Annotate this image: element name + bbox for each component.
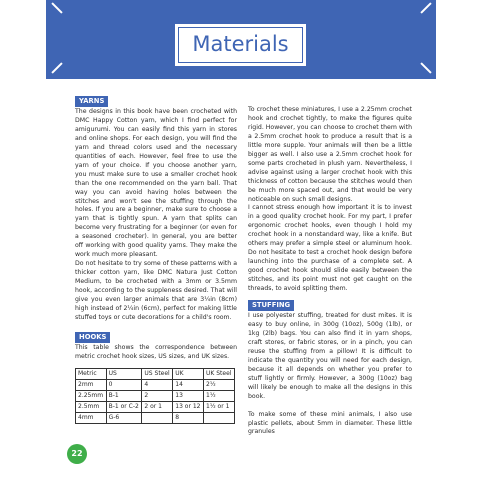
hooks-heading: HOOKS xyxy=(75,332,110,343)
hooks-paragraph: To crochet these miniatures, I use a 2.25mm crochet hook and crochet tightly, to make the figures quite rigid. However, you can choose to crochet them with a 2.5mm crochet hook to produce a result that is a little more supple. Your animals will then be a little bigger as well. I also use a 2.5mm crochet hook for some parts crocheted in plush yarn. Nevertheless, I advise against using a larger crochet hook with this thickness of cotton because the stitches would then be much more spaced out, and that would be very noticeable on such small designs. xyxy=(248,106,412,203)
table-header-cell: Metric xyxy=(76,368,107,379)
hook-size-table xyxy=(75,368,235,424)
table-row xyxy=(76,401,235,412)
stuffing-heading: STUFFING xyxy=(248,300,294,311)
table-header-cell: US Steel xyxy=(142,368,173,379)
table-cell: 4mm xyxy=(76,412,107,423)
table-row xyxy=(76,379,235,390)
yarns-paragraph: The designs in this book have been crocheted with DMC Happy Cotton yarn, which I find perfect for amigurumi. You can easily find this yarn in stores and online shops. For each design, you will find the yarn and thread colors used and the necessary quantities of each. However, feel free to use the yarn of your choice. If you choose another yarn, you must make sure to use a smaller crochet hook than the one recommended on the yarn ball. That way you can avoid having holes between the stitches and won't see the stuffing through the holes. If you are a beginner, make sure to choose a yarn that is tightly spun. A yarn that splits can become very frustrating for a beginner (or even for a seasoned crocheter). In general, you are better off working with good quality yarns. They make the work much more pleasant. xyxy=(75,108,237,259)
table-cell: 1½ or 1 xyxy=(204,401,235,412)
table-cell: B-1 or C-2 xyxy=(106,401,142,412)
table-cell: 0 xyxy=(106,379,142,390)
stuffing-paragraph: To make some of these mini animals, I also use plastic pellets, about 5mm in diameter. These little granules xyxy=(248,410,412,436)
table-header-cell: US xyxy=(106,368,142,379)
table-cell: 1½ xyxy=(204,390,235,401)
table-row xyxy=(76,412,235,423)
table-cell: 4 xyxy=(142,379,173,390)
table-cell xyxy=(204,412,235,423)
page-title: Materials xyxy=(192,32,289,56)
table-cell: 2mm xyxy=(76,379,107,390)
table-header-cell: UK xyxy=(173,368,204,379)
right-column xyxy=(248,106,412,437)
table-cell: 14 xyxy=(173,379,204,390)
page-number-badge: 22 xyxy=(67,444,87,464)
table-cell: 2 xyxy=(142,390,173,401)
left-column xyxy=(75,96,237,424)
table-cell: 2.25mm xyxy=(76,390,107,401)
yarns-paragraph: Do not hesitate to try some of these patterns with a thicker cotton yarn, like DMC Natura Just Cotton Medium, to be crocheted with a 3mm or 3.5mm hook, according to the suppleness desired. That will give you even larger animals that are 3¼in (8cm) high instead of 2¼in (6cm), perfect for making little stuffed toys or cute decorations for a child's room. xyxy=(75,260,237,321)
table-header-cell: UK Steel xyxy=(204,368,235,379)
table-cell: 8 xyxy=(173,412,204,423)
table-row xyxy=(76,368,235,379)
stuffing-paragraph: I use polyester stuffing, treated for dust mites. It is easy to buy online, in 300g (10oz), 500g (1lb), or 1kg (2lb) bags. You can also find it in yarn shops, craft stores, or fabric stores, or in a pinch, you can reuse the stuffing from a pillow! It is difficult to indicate the quantity you will need for each design, because it all depends on whether you prefer to stuff lightly or firmly. However, a 300g (10oz) bag will likely be enough to make all the designs in this book. xyxy=(248,312,412,400)
table-cell: B-1 xyxy=(106,390,142,401)
table-cell: 2 or 1 xyxy=(142,401,173,412)
table-row xyxy=(76,390,235,401)
title-frame xyxy=(173,22,308,68)
table-cell: 13 or 12 xyxy=(173,401,204,412)
table-cell: 13 xyxy=(173,390,204,401)
hooks-intro: This table shows the correspondence between metric crochet hook sizes, US sizes, and UK sizes. xyxy=(75,343,237,360)
yarns-heading: YARNS xyxy=(75,96,108,107)
table-cell: G-6 xyxy=(106,412,142,423)
table-cell xyxy=(142,412,173,423)
table-cell: 2½ xyxy=(204,379,235,390)
hooks-paragraph: I cannot stress enough how important it is to invest in a good quality crochet hook. For my part, I prefer ergonomic crochet hooks, even though I hold my crochet hook in a nonstandard way, like a knife. But others may prefer a simple steel or aluminum hook. Do not hesitate to test a crochet hook design before launching into the purchase of a complete set. A good crochet hook should slide easily between the stitches, and its point must not get caught on the threads, to avoid splitting them. xyxy=(248,204,412,293)
table-cell: 2.5mm xyxy=(76,401,107,412)
